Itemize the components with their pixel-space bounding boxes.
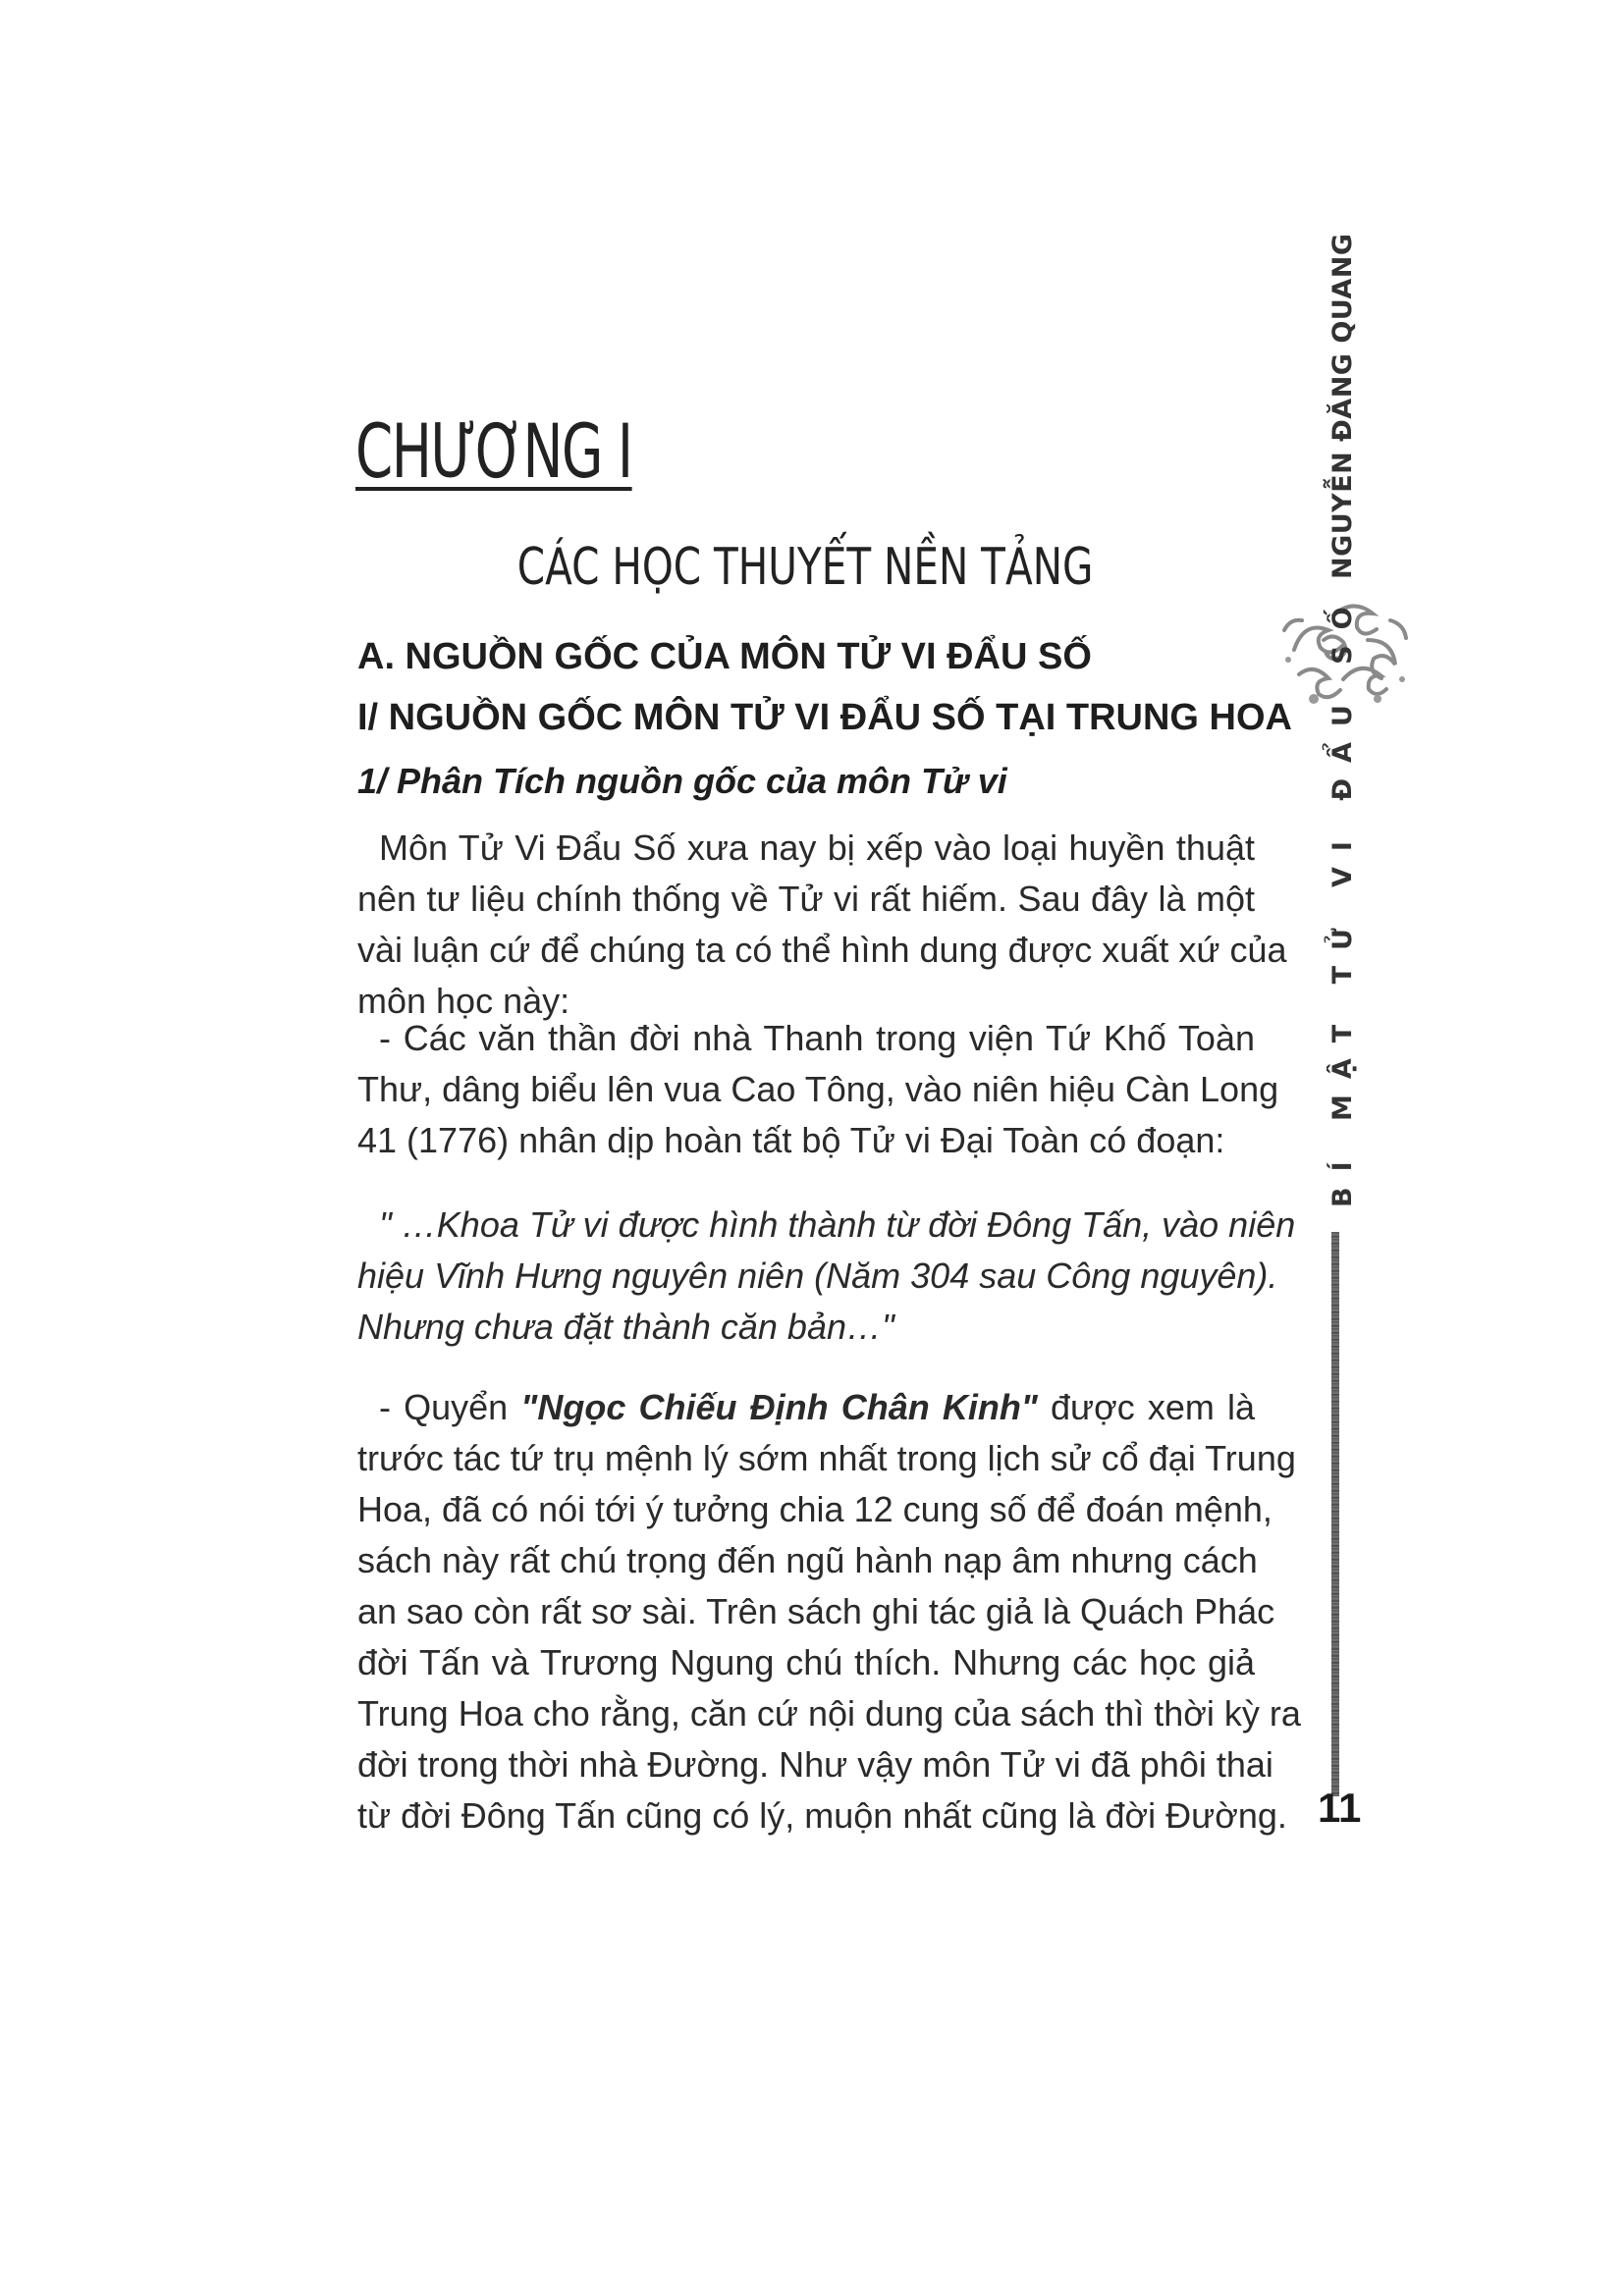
paragraph-line: Hoa, đã có nói tới ý tưởng chia 12 cung số để đoán mệnh, [357,1489,1272,1529]
paragraph-line: đời trong thời nhà Đường. Như vậy môn Tử vi đã phôi thai [357,1744,1273,1785]
paragraph-line: Môn Tử Vi Đẩu Số xưa nay bị xếp vào loại huyền thuật [379,828,1255,868]
quote-line: " …Khoa Tử vi được hình thành từ đời Đông Tấn, vào niên [379,1204,1296,1245]
paragraph-line: an sao còn rất sơ sài. Trên sách ghi tác giả là Quách Phác [357,1591,1275,1631]
section-title [353,538,1257,597]
heading-i: I/ NGUỒN GỐC MÔN TỬ VI ĐẨU SỐ TẠI TRUNG HOA [357,697,1292,738]
heading-a: A. NGUỒN GỐC CỦA MÔN TỬ VI ĐẨU SỐ [357,636,1092,677]
paragraph-line-first [357,1382,1255,1433]
author-name [1316,233,1375,589]
paragraph-line: môn học này: [357,981,570,1021]
paragraph-2 [357,1013,1279,1166]
series-title [1316,591,1375,1217]
paragraph-prefix: - Quyển [379,1387,521,1427]
series-title-text: BÍ MẬT TỬ VI ĐẨU SỐ [1327,591,1358,1207]
sidebar-rule [1331,1232,1339,1796]
paragraph-suffix: được xem là [1037,1387,1256,1427]
section-title-text: CÁC HỌC THUYẾT NỀN TẢNG [516,538,1094,597]
paragraph-line: Trung Hoa cho rằng, căn cứ nội dung của sách thì thời kỳ ra [357,1693,1301,1734]
quote-line: hiệu Vĩnh Hưng nguyên niên (Năm 304 sau Công nguyên). [357,1255,1278,1296]
page-number: 11 [1318,1785,1362,1831]
page-content [353,0,1301,2296]
paragraph-line: - Các văn thần đời nhà Thanh trong viện Tứ Khố Toàn [379,1018,1255,1058]
book-title: "Ngọc Chiếu Định Chân Kinh" [520,1387,1038,1427]
quote-block [357,1200,1296,1353]
paragraph-line: đời Tấn và Trương Ngung chú thích. Nhưng các học giả [357,1642,1255,1682]
paragraph-line: Thư, dâng biểu lên vua Cao Tông, vào niên hiệu Càn Long [357,1069,1279,1109]
paragraph-line: 41 (1776) nhân dịp hoàn tất bộ Tử vi Đại Toàn có đoạn: [357,1120,1225,1160]
paragraph-line: từ đời Đông Tấn cũng có lý, muộn nhất cũng là đời Đường. [357,1795,1287,1836]
paragraph-line: nên tư liệu chính thống về Tử vi rất hiếm. Sau đây là một [357,879,1255,919]
subheading-1: 1/ Phân Tích nguồn gốc của môn Tử vi [357,761,1007,801]
quote-line: Nhưng chưa đặt thành căn bản…" [357,1307,894,1347]
paragraph-line: sách này rất chú trọng đến ngũ hành nạp âm nhưng cách [357,1540,1258,1580]
author-name-text: NGUYỄN ĐĂNG QUANG [1327,233,1358,579]
paragraph-4 [357,1382,1301,1842]
sidebar [1296,233,1404,1855]
paragraph-1 [357,823,1287,1027]
paragraph-line: trước tác tứ trụ mệnh lý sớm nhất trong lịch sử cổ đại Trung [357,1438,1296,1478]
chapter-title: CHƯƠNG I [355,407,632,495]
paragraph-line: vài luận cứ để chúng ta có thể hình dung được xuất xứ của [357,930,1287,970]
